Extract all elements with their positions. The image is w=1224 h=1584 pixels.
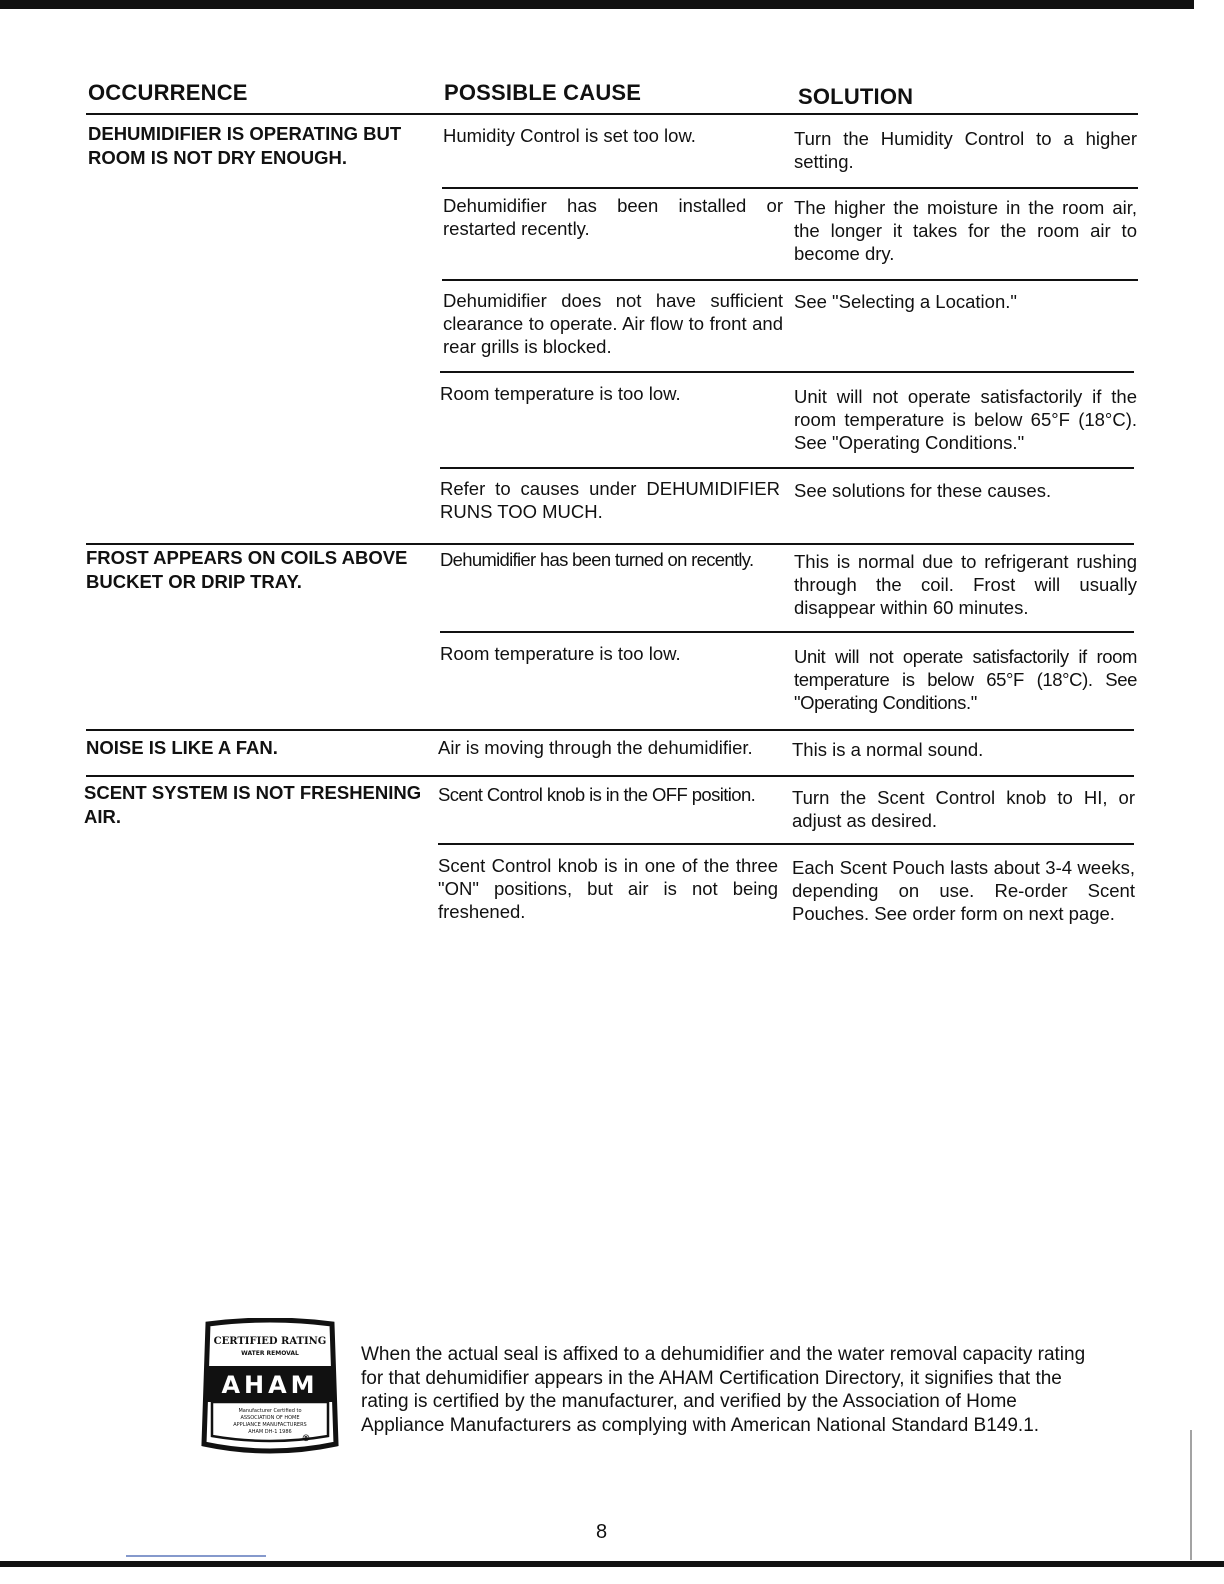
occurrence-not-dry: DEHUMIDIFIER IS OPERATING BUT ROOM IS NOT DRY ENOUGH. bbox=[88, 123, 402, 168]
seal-aham-logo: AHAM bbox=[221, 1371, 319, 1399]
cause-installed-recently: Dehumidifier has been installed or restarted recently. bbox=[443, 195, 783, 239]
cause-scent-off: Scent Control knob is in the OFF position. bbox=[438, 784, 756, 805]
solution-scent-hi: Turn the Scent Control knob to HI, or adjust as desired. bbox=[792, 787, 1135, 831]
aham-certified-seal bbox=[200, 1318, 340, 1458]
cause-refer-runs-too-much: Refer to causes under DEHUMIDIFIER RUNS TOO MUCH. bbox=[440, 478, 780, 522]
solution-humidity-higher: Turn the Humidity Control to a higher setting. bbox=[794, 128, 1137, 172]
header-rule bbox=[86, 113, 1138, 115]
row-divider bbox=[440, 371, 1134, 373]
seal-registered-mark: ® bbox=[301, 1434, 311, 1444]
seal-water-removal: WATER REMOVAL bbox=[241, 1350, 299, 1357]
bottom-border-rule bbox=[0, 1561, 1224, 1567]
cause-turned-on-recently: Dehumidifier has been turned on recently. bbox=[440, 549, 754, 570]
solution-room-temp-below-2: Unit will not operate satisfactorily if room temperature is below 65°F (18°C). See "Operating Conditions." bbox=[794, 646, 1137, 713]
seal-fine-print-2: ASSOCIATION OF HOME bbox=[240, 1415, 300, 1421]
solution-normal-sound: This is a normal sound. bbox=[792, 739, 984, 760]
top-border-rule bbox=[0, 0, 1194, 9]
solution-selecting-location: See "Selecting a Location." bbox=[794, 291, 1017, 312]
solution-normal-refrigerant: This is normal due to refrigerant rushing through the coil. Frost will usually disappear within 60 minutes. bbox=[794, 551, 1137, 618]
cause-humidity-low: Humidity Control is set too low. bbox=[443, 125, 696, 146]
bottom-accent-rule bbox=[126, 1555, 266, 1557]
solution-scent-pouch: Each Scent Pouch lasts about 3-4 weeks, depending on use. Re-order Scent Pouches. See order form on next page. bbox=[792, 857, 1135, 924]
scan-edge-line bbox=[1190, 1430, 1192, 1560]
occurrence-frost-coils: FROST APPEARS ON COILS ABOVE BUCKET OR DRIP TRAY. bbox=[86, 547, 408, 592]
row-divider bbox=[440, 467, 1134, 469]
cause-scent-on-not-freshened: Scent Control knob is in one of the three "ON" positions, but air is not being freshened. bbox=[438, 855, 778, 922]
header-possible-cause: POSSIBLE CAUSE bbox=[444, 80, 642, 105]
cause-room-temp-low: Room temperature is too low. bbox=[440, 383, 681, 404]
seal-fine-print-1: Manufacturer Certified to bbox=[238, 1408, 302, 1414]
aham-certification-note: When the actual seal is affixed to a dehumidifier and the water removal capacity rating for that dehumidifier appears in the AHAM Certification Directory, it signifies that the rating is certified by the manufacturer, and verified by the Association of Home Appliance Manufacturers as complying with American National Standard B149.1. bbox=[361, 1344, 1086, 1436]
header-occurrence: OCCURRENCE bbox=[88, 80, 248, 105]
cause-insufficient-clearance: Dehumidifier does not have sufficient clearance to operate. Air flow to front and rear grills is blocked. bbox=[443, 290, 783, 357]
group-divider bbox=[86, 543, 1134, 545]
row-divider bbox=[442, 187, 1138, 189]
header-solution: SOLUTION bbox=[798, 84, 914, 109]
group-divider bbox=[86, 729, 1134, 731]
solution-higher-moisture: The higher the moisture in the room air, the longer it takes for the room air to become dry. bbox=[794, 197, 1137, 264]
cause-room-temp-low-2: Room temperature is too low. bbox=[440, 643, 681, 664]
solution-room-temp-below: Unit will not operate satisfactorily if the room temperature is below 65°F (18°C). See "Operating Conditions." bbox=[794, 386, 1137, 453]
row-divider bbox=[442, 279, 1138, 281]
page-number: 8 bbox=[596, 1521, 608, 1543]
seal-fine-print-4: AHAM DH-1 1986 bbox=[248, 1429, 292, 1435]
occurrence-scent-system: SCENT SYSTEM IS NOT FRESHENING AIR. bbox=[84, 782, 422, 827]
seal-certified-rating: CERTIFIED RATING bbox=[213, 1336, 327, 1347]
solution-see-solutions: See solutions for these causes. bbox=[794, 480, 1052, 501]
seal-fine-print-3: APPLIANCE MANUFACTURERS bbox=[233, 1422, 307, 1428]
cause-air-moving: Air is moving through the dehumidifier. bbox=[438, 737, 753, 758]
row-divider bbox=[438, 843, 1134, 845]
row-divider bbox=[440, 631, 1134, 633]
occurrence-noise-fan: NOISE IS LIKE A FAN. bbox=[86, 737, 278, 758]
group-divider bbox=[86, 775, 1134, 777]
